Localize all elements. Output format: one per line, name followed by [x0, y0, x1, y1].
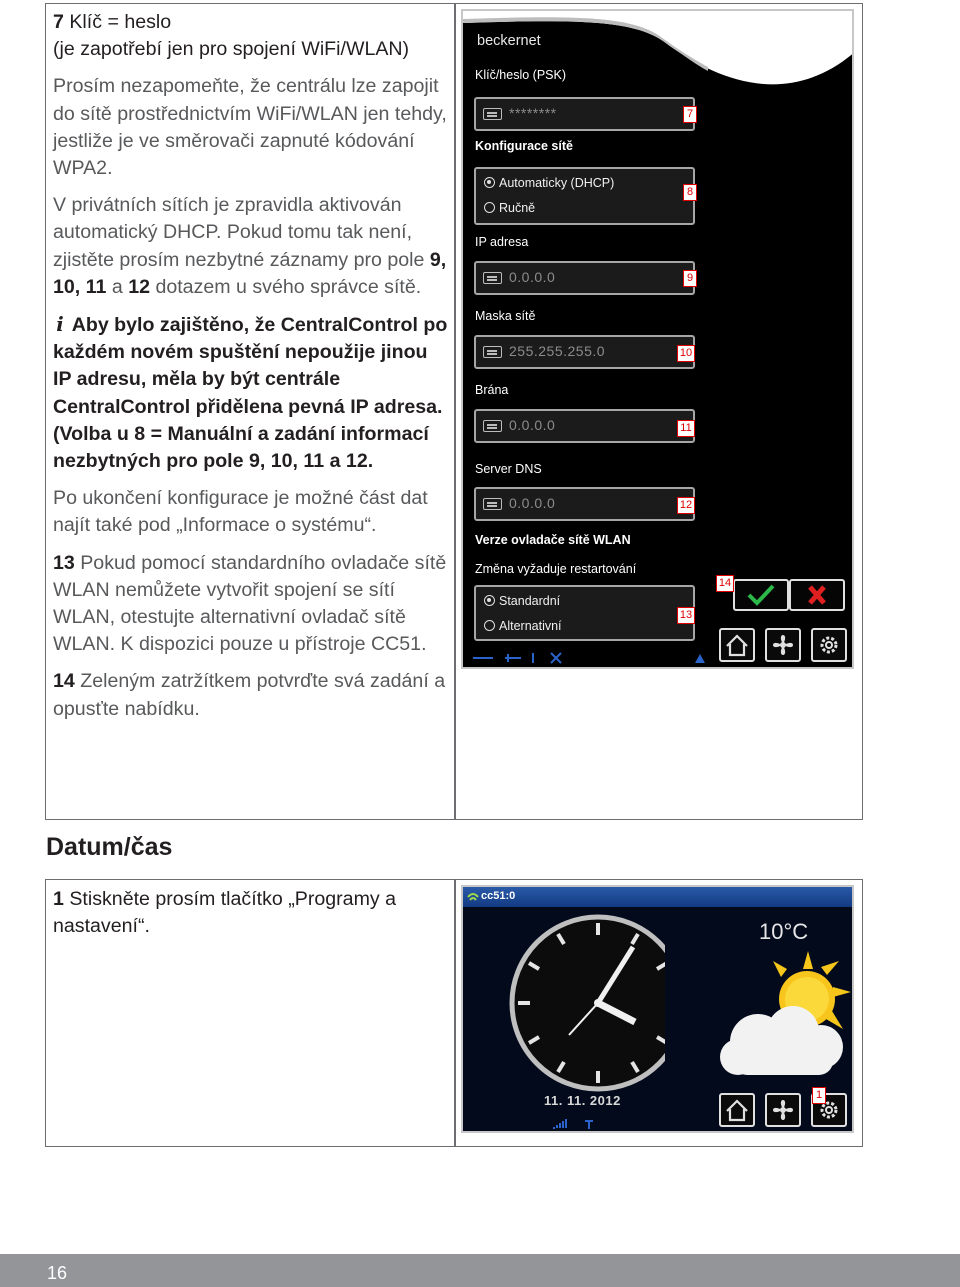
device-name: cc51:0 — [481, 890, 516, 902]
callout-10: 10 — [677, 345, 695, 362]
psk-field[interactable] — [474, 97, 695, 131]
item14-number: 14 — [53, 670, 75, 693]
home-screen — [461, 885, 854, 1133]
callout-14: 14 — [716, 575, 734, 592]
screen-title: beckernet — [477, 33, 541, 49]
para-wpa: Prosím nezapomeňte, že centrálu lze zapojit do sítě prostřednictvím WiFi/WLAN jen tehdy, jestliže je ve směrovači zapnuté kódování WPA2. — [53, 75, 447, 180]
callout-7: 7 — [683, 106, 697, 123]
page-number: 16 — [47, 1263, 68, 1283]
psk-value: ******** — [509, 105, 557, 121]
sun-cloud-icon — [713, 947, 854, 1087]
radio-manual[interactable] — [484, 201, 535, 215]
status-bar-icons — [463, 649, 852, 667]
step1-text — [53, 886, 448, 940]
item14-text: Zeleným zatržítkem potvrďte svá zadání a opusťte nabídku. — [53, 670, 446, 720]
table-column-divider — [454, 879, 456, 1147]
keyboard-icon — [483, 272, 502, 284]
mask-field[interactable] — [474, 335, 695, 369]
network-settings-screen — [461, 9, 854, 669]
callout-11: 11 — [677, 420, 695, 437]
restart-label: Změna vyžaduje restartování — [475, 562, 637, 576]
keyboard-icon — [483, 108, 502, 120]
keyboard-icon — [483, 420, 502, 432]
wifi-icon — [466, 889, 480, 905]
item13-text: Pokud pomocí standardního ovladače sítě WLAN nemůžete vytvořit spojení se sítí WLAN, otestujte alternativní ovladač sítě WLAN. K dispozici pouze u přístroje CC51. — [53, 551, 447, 656]
temperature-readout: 10°C — [759, 919, 809, 944]
page-footer — [0, 1254, 960, 1287]
info-note — [53, 311, 448, 475]
keyboard-icon — [483, 498, 502, 510]
callout-8: 8 — [683, 184, 697, 201]
check-icon — [735, 581, 787, 609]
para-dhcp — [53, 192, 448, 301]
callout-13: 13 — [677, 607, 695, 624]
field-12: 12 — [128, 275, 150, 298]
radio-standard-label: Standardní — [499, 594, 561, 608]
net-config-options — [474, 167, 695, 225]
para-dhcp-end: dotazem u svého správce sítě. — [150, 275, 422, 298]
date-readout: 11. 11. 2012 — [544, 1093, 621, 1108]
para-dhcp-and: a — [106, 275, 129, 298]
radio-icon — [484, 620, 495, 631]
cross-icon — [791, 581, 843, 609]
driver-label: Verze ovladače sítě WLAN — [475, 533, 631, 547]
gateway-field[interactable] — [474, 409, 695, 443]
radio-auto-label: Automaticky (DHCP) — [499, 176, 615, 190]
radio-alternative[interactable] — [484, 619, 562, 633]
fields-9-11: 9, 10, 11 — [53, 248, 447, 298]
net-config-label: Konfigurace sítě — [475, 139, 573, 153]
cancel-button[interactable] — [789, 579, 845, 611]
radio-icon — [484, 202, 495, 213]
header-swoosh — [463, 11, 854, 101]
radio-alternative-label: Alternativní — [499, 619, 562, 633]
step1-description: Stiskněte prosím tlačítko „Programy a nastavení“. — [53, 888, 397, 938]
section-title: Datum/čas — [46, 833, 173, 861]
gateway-value: 0.0.0.0 — [509, 417, 556, 433]
radio-manual-label: Ručně — [499, 201, 536, 215]
screen-header — [463, 887, 852, 907]
instruction-text — [53, 9, 448, 733]
radio-auto-dhcp[interactable] — [484, 176, 614, 190]
item14 — [53, 668, 448, 722]
psk-label: Klíč/heslo (PSK) — [475, 68, 567, 82]
step1-number: 1 — [53, 888, 64, 910]
para-dhcp-text: V privátních sítích je zpravidla aktivován automatický DHCP. Pokud tomu tak není, zjistěte prosím nezbytné záznamy pro pole — [53, 194, 430, 271]
info-icon: i — [56, 313, 64, 337]
ip-value: 0.0.0.0 — [509, 269, 556, 285]
callout-12: 12 — [677, 497, 695, 514]
gateway-label: Brána — [475, 383, 509, 397]
dns-value: 0.0.0.0 — [509, 495, 556, 511]
ip-label: IP adresa — [475, 235, 529, 249]
callout-9: 9 — [683, 270, 697, 287]
info-text: Aby bylo zajištěno, že CentralControl po každém novém spuštění nepoužije jinou IP adresu, měla by být centrále CentralControl přidělena pevná IP adresa. (Volba u 8 = Manuální a zadání informací nezbytných pro pole 9, 10, 11 a 12. — [53, 314, 448, 473]
clock-icon — [465, 907, 665, 1107]
confirm-button[interactable] — [733, 579, 789, 611]
status-bar-icons — [463, 1117, 854, 1131]
table-column-divider — [454, 3, 456, 820]
callout-1: 1 — [812, 1087, 826, 1104]
mask-value: 255.255.255.0 — [509, 343, 606, 359]
dns-label: Server DNS — [475, 462, 542, 476]
dns-field[interactable] — [474, 487, 695, 521]
radio-selected-icon — [484, 177, 495, 188]
item13-number: 13 — [53, 551, 75, 574]
ip-field[interactable] — [474, 261, 695, 295]
item7-title: Klíč = heslo — [63, 11, 172, 33]
para-info-system: Po ukončení konfigurace je možné část dat najít také pod „Informace o systému“. — [53, 487, 428, 537]
item7-number: 7 — [53, 11, 64, 33]
keyboard-icon — [483, 346, 502, 358]
radio-selected-icon — [484, 595, 495, 606]
item7-note: (je zapotřebí jen pro spojení WiFi/WLAN) — [53, 38, 410, 61]
mask-label: Maska sítě — [475, 309, 536, 323]
driver-options — [474, 585, 695, 641]
radio-standard[interactable] — [484, 594, 560, 608]
item13 — [53, 550, 448, 659]
